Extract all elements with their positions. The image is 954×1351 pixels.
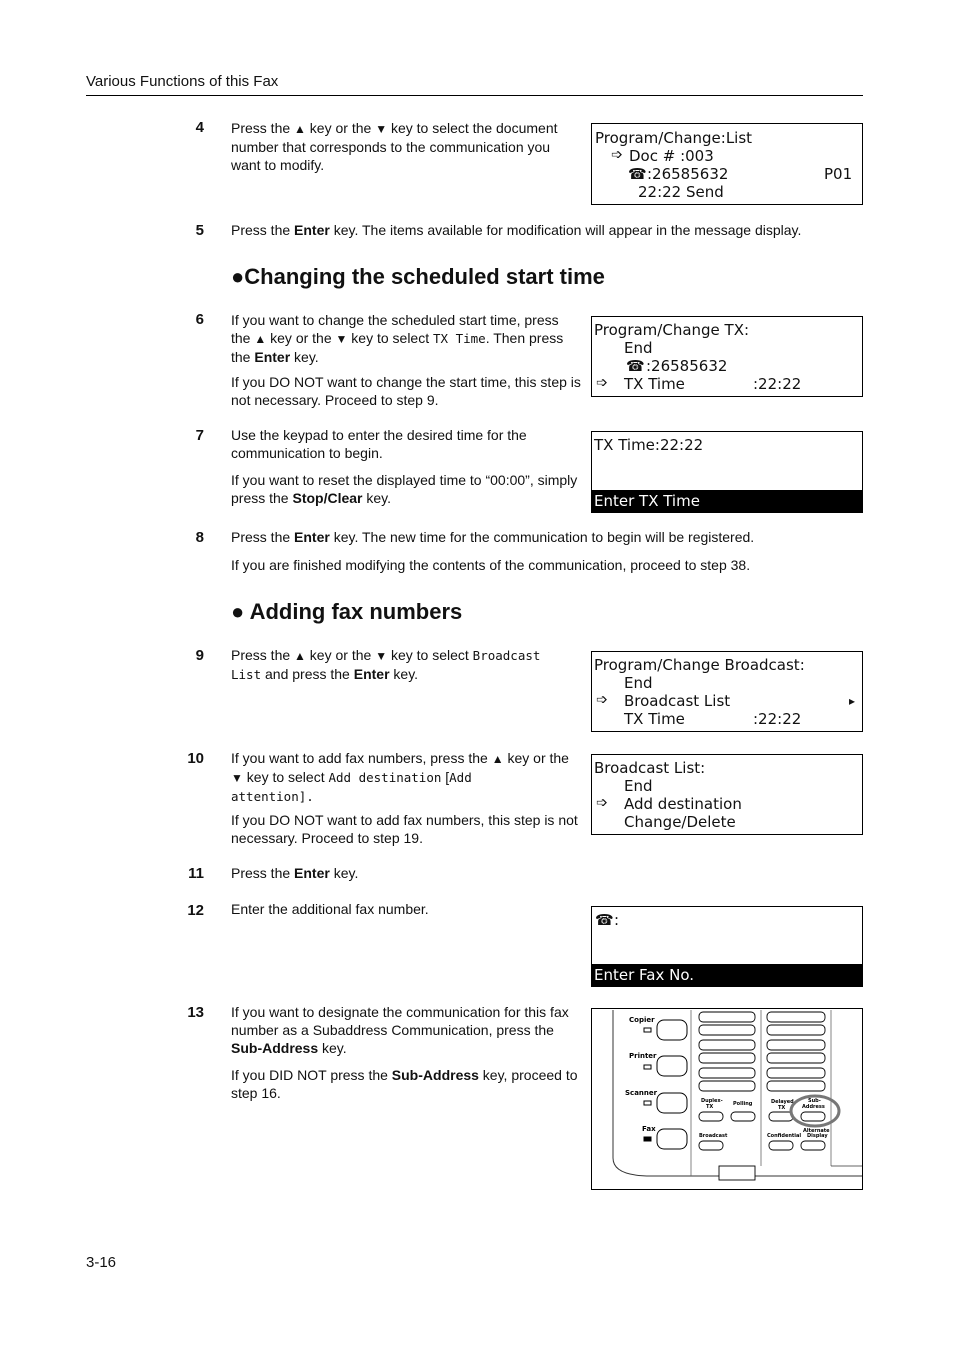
scanner-label: Scanner (625, 1089, 658, 1097)
scanner-button (657, 1093, 687, 1113)
section-heading: ● Adding fax numbers (231, 599, 463, 624)
step-number: 12 (187, 902, 204, 919)
printer-button (657, 1056, 687, 1076)
fax-label: Fax (642, 1125, 656, 1133)
step-number: 7 (195, 427, 204, 444)
printer-label: Printer (629, 1052, 657, 1060)
pointer-arrow-icon: ➩ (611, 147, 623, 163)
svg-text:Duplex-: Duplex- (701, 1098, 723, 1104)
lcd-status-bar: Enter Fax No. (592, 964, 862, 986)
step-number: 13 (187, 1004, 204, 1021)
up-arrow-icon: ▲ (294, 122, 306, 136)
running-header (86, 73, 863, 96)
copier-label: Copier (629, 1016, 655, 1024)
phone-icon: ☎ (628, 165, 647, 183)
step-number: 5 (195, 222, 204, 239)
step-6-note: If you DO NOT want to change the start time, this step is not necessary. Proceed to step 9. (231, 374, 581, 408)
step-8-note: If you are finished modifying the contents of the communication, proceed to step 38. (231, 557, 751, 573)
lcd-display-tx-time: TX Time:22:22 Enter TX Time (591, 431, 863, 513)
step-11-text: Press the Enter key. (231, 865, 359, 881)
svg-text:TX: TX (778, 1105, 786, 1111)
control-panel-illustration (591, 1008, 863, 1190)
svg-text:Polling: Polling (733, 1101, 753, 1107)
lcd-display-change-tx: Program/Change TX: End ☎ :26585632 ➩ TX Time :22:22 (591, 316, 863, 397)
pointer-arrow-icon: ➩ (596, 795, 608, 811)
step-number: 8 (195, 529, 204, 546)
section-heading: ●Changing the scheduled start time (231, 264, 605, 289)
up-arrow-icon: ▲ (294, 649, 306, 663)
down-arrow-icon: ▼ (231, 771, 243, 785)
svg-text:Alternate: Alternate (803, 1128, 830, 1134)
svg-text:Confidential: Confidential (767, 1133, 802, 1139)
phone-icon: ☎ (626, 357, 645, 375)
lcd-display-broadcast-list: Broadcast List: End ➩ Add destination Change/Delete (591, 754, 863, 835)
submenu-indicator-icon: ▸ (849, 694, 856, 708)
svg-text:Delayed: Delayed (771, 1099, 794, 1105)
down-arrow-icon: ▼ (335, 332, 348, 346)
step-number: 10 (187, 750, 204, 767)
step-13-note: If you DID NOT press the Sub-Address key, proceed to step 16. (231, 1067, 578, 1101)
down-arrow-icon: ▼ (375, 649, 388, 663)
up-arrow-icon: ▲ (254, 332, 267, 346)
step-8-text: Press the Enter key. The new time for the communication to begin will be registered. (231, 529, 755, 545)
phone-icon: ☎ (595, 911, 614, 929)
lcd-status-bar: Enter TX Time (592, 490, 862, 512)
svg-text:TX: TX (706, 1104, 714, 1110)
step-12-text: Enter the additional fax number. (231, 901, 429, 917)
svg-text:Address: Address (802, 1104, 825, 1110)
step-5-text: Press the Enter key. The items available for modification will appear in the message display. (231, 222, 802, 238)
step-10-text: If you want to add fax numbers, press the ▲ key or the ▼ key to select Add destination [Add attention]. (231, 750, 569, 804)
page-number: 3-16 (86, 1254, 117, 1271)
step-6-text: If you want to change the scheduled start time, press the ▲ key or the ▼ key to select TX Time. Then press the Enter key. (231, 312, 564, 365)
step-13-text: If you want to designate the communication for this fax number as a Subaddress Communication, press the Sub-Address key. (231, 1004, 569, 1056)
fax-button (657, 1129, 687, 1149)
step-number: 9 (195, 647, 204, 664)
step-4-text: Press the ▲ key or the ▼ key to select the document number that corresponds to the communication you want to modify. (231, 120, 558, 173)
step-number: 4 (195, 119, 204, 136)
pointer-arrow-icon: ➩ (596, 692, 608, 708)
pointer-arrow-icon: ➩ (596, 375, 608, 391)
step-7-note: If you want to reset the displayed time to “00:00”, simply press the Stop/Clear key. (231, 472, 578, 506)
step-7-text: Use the keypad to enter the desired time for the communication to begin. (231, 427, 527, 461)
svg-text:Display: Display (807, 1133, 828, 1139)
lcd-display-doc-list: Program/Change:List ➩ Doc # :003 ☎ :26585632 P01 22:22 Send (591, 123, 863, 205)
step-9-text: Press the ▲ key or the ▼ key to select Broadcast List and press the Enter key. (231, 647, 541, 682)
header-title: Various Functions of this Fax (86, 73, 279, 90)
lcd-display-change-broadcast: Program/Change Broadcast: End ➩ Broadcast List ▸ TX Time :22:22 (591, 651, 863, 732)
svg-text:Sub-: Sub- (808, 1098, 821, 1104)
step-number: 11 (188, 865, 204, 882)
step-number: 6 (195, 311, 204, 328)
step-10-note: If you DO NOT want to add fax numbers, this step is not necessary. Proceed to step 19. (231, 812, 578, 846)
down-arrow-icon: ▼ (375, 122, 388, 136)
up-arrow-icon: ▲ (491, 752, 504, 766)
svg-text:Broadcast: Broadcast (699, 1133, 728, 1139)
copier-button (657, 1020, 687, 1040)
lcd-display-enter-fax: ☎ : Enter Fax No. (591, 906, 863, 987)
